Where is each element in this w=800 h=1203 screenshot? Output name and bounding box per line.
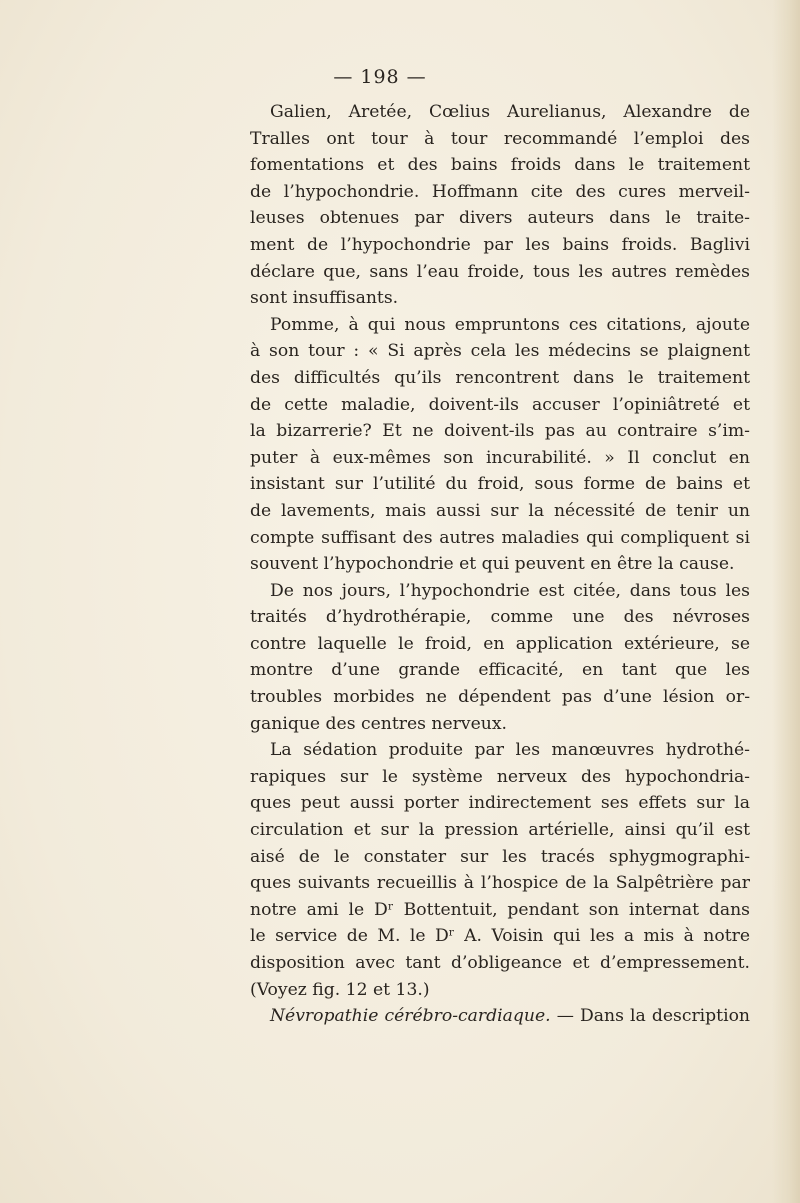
section-heading-rest: — Dans la description	[550, 1006, 751, 1027]
text-line: de lavements, mais aussi sur la nécessité de tenir un	[250, 500, 750, 521]
text-line: De nos jours, l’hypochondrie est citée, dans tous les	[270, 580, 750, 601]
text-line: à son tour : « Si après cela les médecins se plaignent	[250, 341, 750, 362]
text-line: ques peut aussi porter indirectement ses effets sur la	[250, 793, 750, 814]
text-line: montre d’une grande efficacité, en tant que les	[250, 660, 750, 681]
page-spine-shadow	[772, 0, 800, 1203]
text-line: traités d’hydrothérapie, comme une des névroses	[250, 607, 750, 628]
text-line: La sédation produite par les manœuvres hydrothé-	[270, 740, 750, 761]
text-line: souvent l’hypochondrie et qui peuvent en être la cause.	[250, 554, 735, 575]
text-line: circulation et sur la pression artérielle, ainsi qu’il est	[250, 820, 750, 841]
text-line: la bizarrerie? Et ne doivent-ils pas au contraire s’im-	[250, 421, 750, 442]
text-line: ques suivants recueillis à l’hospice de la Salpêtrière par	[250, 873, 750, 894]
body-text	[250, 99, 750, 1030]
text-line: ganique des centres nerveux.	[250, 713, 507, 734]
text-line: contre laquelle le froid, en application extérieure, se	[250, 633, 750, 654]
text-line: notre ami le Dʳ Bottentuit, pendant son internat dans	[250, 899, 750, 920]
text-line: des difficultés qu’ils rencontrent dans le traitement	[250, 367, 750, 388]
text-line: de cette maladie, doivent-ils accuser l’opiniâtreté et	[250, 394, 750, 415]
text-line: de l’hypochondrie. Hoffmann cite des cures merveil-	[250, 181, 750, 202]
text-line: aisé de le constater sur les tracés sphygmographi-	[250, 846, 750, 867]
section-heading-italic: Névropathie cérébro-cardiaque.	[270, 1006, 551, 1027]
text-line: leuses obtenues par divers auteurs dans le traite-	[250, 208, 750, 229]
text-line: disposition avec tant d’obligeance et d’empressement.	[250, 953, 750, 973]
text-line: rapiques sur le système nerveux des hypochondria-	[250, 766, 750, 787]
text-line: Tralles ont tour à tour recommandé l’emploi des	[250, 128, 750, 149]
text-line: puter à eux-mêmes son incurabilité. » Il conclut en	[250, 447, 750, 468]
text-line: le service de M. le Dʳ A. Voisin qui les a mis à notre	[250, 926, 750, 947]
text-line: Galien, Aretée, Cœlius Aurelianus, Alexandre de	[270, 102, 750, 122]
page-number: — 198 —	[333, 66, 427, 88]
text-line: sont insuffisants.	[250, 288, 399, 309]
text-line: ment de l’hypochondrie par les bains froids. Baglivi	[250, 234, 750, 255]
text-line: troubles morbides ne dépendent pas d’une lésion or-	[250, 687, 750, 708]
text-line: fomentations et des bains froids dans le traitement	[250, 155, 750, 176]
text-line: Pomme, à qui nous empruntons ces citations, ajoute	[270, 314, 750, 335]
text-line-final	[250, 1003, 750, 1030]
text-line: déclare que, sans l’eau froide, tous les autres remèdes	[250, 261, 750, 282]
text-line: compte suffisant des autres maladies qui compliquent si	[250, 527, 750, 548]
text-line: insistant sur l’utilité du froid, sous forme de bains et	[250, 474, 750, 495]
text-line: (Voyez fig. 12 et 13.)	[250, 979, 430, 1000]
